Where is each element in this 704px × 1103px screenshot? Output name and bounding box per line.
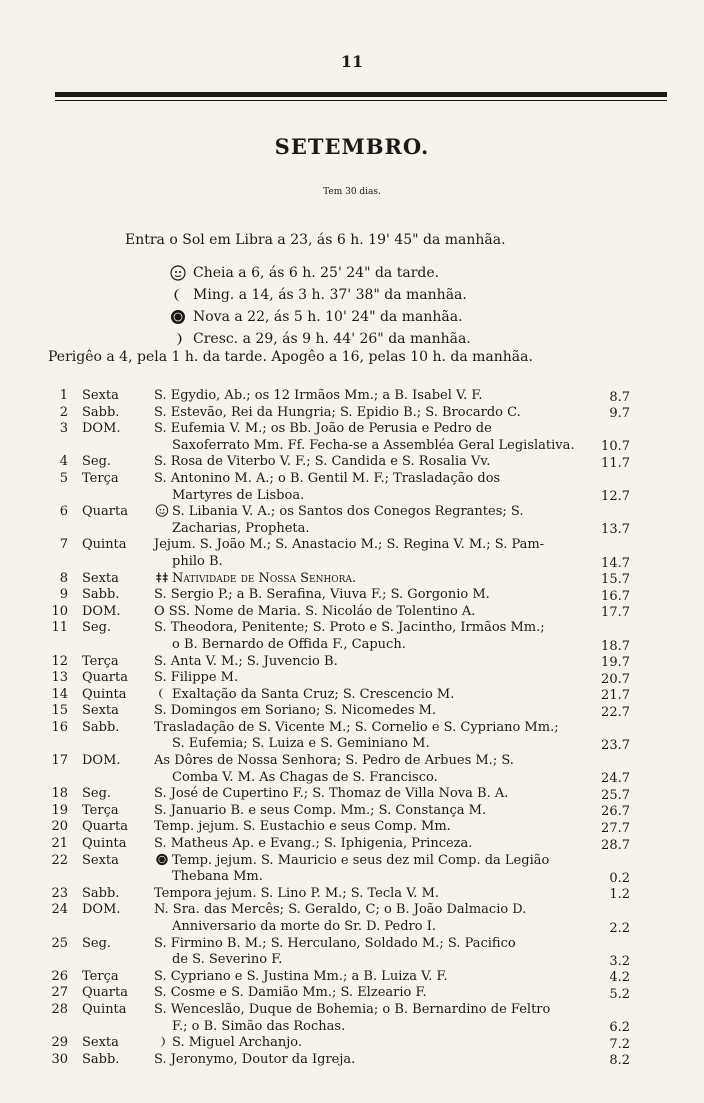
moon-age-value: 24.7 xyxy=(601,771,630,787)
day-number: 21 xyxy=(51,836,68,852)
day-number: 20 xyxy=(51,819,68,835)
entry-text-line: S. Cosme e S. Damião Mm.; S. Elzeario F. xyxy=(154,985,427,1001)
entry-text-line: S. Antonino M. A.; o B. Gentil M. F.; Trasladação dos xyxy=(154,470,501,486)
weekday: Sexta xyxy=(82,1035,119,1051)
day-number: 28 xyxy=(51,1001,68,1017)
calendar-entry xyxy=(0,703,704,720)
weekday: Sabb. xyxy=(82,1051,120,1067)
moon-age-value: 0.2 xyxy=(609,870,630,886)
weekday: DOM. xyxy=(82,603,121,619)
sun-entry: Entra o Sol em Libra a 23, ás 6 h. 19' 45" da manhãa. xyxy=(125,232,506,248)
day-number: 3 xyxy=(59,421,68,437)
entry-text-line: Temp. jejum. S. Mauricio e seus dez mil Comp. da Legião xyxy=(172,852,550,868)
moon-age-value: 5.2 xyxy=(609,986,630,1002)
moon-age-value: 9.7 xyxy=(609,406,630,422)
weekday: Sabb. xyxy=(82,719,120,735)
moon-age-value: 23.7 xyxy=(601,738,630,754)
moon-phase-text: Nova a 22, ás 5 h. 10' 24" da manhãa. xyxy=(193,309,463,325)
full-moon-icon xyxy=(170,265,186,281)
weekday: DOM. xyxy=(82,421,121,437)
page-number: 11 xyxy=(340,52,364,71)
moon-age-value: 4.2 xyxy=(609,970,630,986)
last-quarter-icon xyxy=(154,687,170,700)
calendar-entry xyxy=(0,471,704,504)
calendar-entry xyxy=(0,1052,704,1069)
day-number: 8 xyxy=(59,570,68,586)
full-moon-icon xyxy=(154,504,170,517)
weekday: Sexta xyxy=(82,570,119,586)
weekday: Quarta xyxy=(82,985,128,1001)
day-number: 13 xyxy=(51,670,68,686)
day-number: 15 xyxy=(51,703,68,719)
day-number: 9 xyxy=(59,587,68,603)
moon-phases xyxy=(170,262,471,350)
weekday: Sabb. xyxy=(82,885,120,901)
calendar-entry xyxy=(0,753,704,786)
moon-phase-row xyxy=(170,284,471,306)
calendar-entry xyxy=(0,687,704,704)
weekday: Seg. xyxy=(82,620,112,636)
day-number: 1 xyxy=(59,388,68,403)
calendar-entry xyxy=(0,819,704,836)
entry-text-line: S. Eufemia; S. Luiza e S. Geminiano M. xyxy=(172,736,430,752)
new-moon-icon xyxy=(170,309,186,325)
calendar-entry xyxy=(0,670,704,687)
weekday: Seg. xyxy=(82,786,112,802)
day-number: 2 xyxy=(59,404,68,420)
entry-text-line: Temp. jejum. S. Eustachio e seus Comp. Mm. xyxy=(154,819,451,835)
calendar-entries xyxy=(0,388,704,1068)
calendar-entry xyxy=(0,853,704,886)
entry-text-line: Tempora jejum. S. Lino P. M.; S. Tecla V. M. xyxy=(154,885,440,901)
entry-text-line: S. Egydio, Ab.; os 12 Irmãos Mm.; a B. Isabel V. F. xyxy=(154,388,483,403)
moon-age-value: 11.7 xyxy=(601,455,630,471)
entry-text-line: o B. Bernardo de Offida F., Capuch. xyxy=(172,636,406,652)
moon-age-value: 12.7 xyxy=(601,489,630,505)
entry-text-line: S. Domingos em Soriano; S. Nicomedes M. xyxy=(154,703,437,719)
day-number: 23 xyxy=(51,885,68,901)
entry-text-line: S. José de Cupertino F.; S. Thomaz de Villa Nova B. A. xyxy=(154,786,509,802)
moon-age-value: 8.2 xyxy=(609,1053,630,1069)
moon-age-value: 14.7 xyxy=(601,555,630,571)
entry-text-line: N. Sra. das Mercês; S. Geraldo, C; o B. João Dalmacio D. xyxy=(154,902,527,918)
moon-age-value: 16.7 xyxy=(601,588,630,604)
weekday: Quinta xyxy=(82,686,127,702)
moon-age-value: 28.7 xyxy=(601,837,630,853)
entry-text-line: As Dôres de Nossa Senhora; S. Pedro de Arbues M.; S. xyxy=(154,753,514,769)
first-quarter-icon xyxy=(170,331,186,347)
entry-text-line: Trasladação de S. Vicente M.; S. Cornelio e S. Cypriano Mm.; xyxy=(154,719,559,735)
entry-text-line: S. Filippe M. xyxy=(154,670,239,686)
day-number: 24 xyxy=(51,902,68,918)
entry-text-line: Jejum. S. João M.; S. Anastacio M.; S. Regina V. M.; S. Pam- xyxy=(154,537,545,553)
double-cross-icon xyxy=(154,571,170,584)
entry-text-line: S. Rosa de Viterbo V. F.; S. Candida e S. Rosalia Vv. xyxy=(154,454,491,470)
weekday: Seg. xyxy=(82,454,112,470)
calendar-entry xyxy=(0,587,704,604)
calendar-entry xyxy=(0,405,704,422)
day-number: 6 xyxy=(59,504,68,520)
days-note: Tem 30 dias. xyxy=(323,187,381,197)
weekday: Sexta xyxy=(82,703,119,719)
entry-text-line: Thebana Mm. xyxy=(172,869,263,885)
day-number: 18 xyxy=(51,786,68,802)
entry-text-line: S. Miguel Archanjo. xyxy=(172,1035,302,1051)
day-number: 22 xyxy=(51,852,68,868)
weekday: Sexta xyxy=(82,388,119,403)
first-quarter-icon xyxy=(154,1035,170,1048)
moon-age-value: 21.7 xyxy=(601,688,630,704)
entry-text-line: S. Anta V. M.; S. Juvencio B. xyxy=(154,653,338,669)
entry-text-line: Comba V. M. As Chagas de S. Francisco. xyxy=(172,769,438,785)
entry-text-line: Natividade de Nossa Senhora. xyxy=(172,570,357,586)
calendar-entry xyxy=(0,836,704,853)
weekday: Terça xyxy=(82,653,119,669)
last-quarter-icon xyxy=(170,287,186,303)
entry-text-line: S. Januario B. e seus Comp. Mm.; S. Constança M. xyxy=(154,802,487,818)
moon-phase-text: Ming. a 14, ás 3 h. 37' 38" da manhãa. xyxy=(193,287,467,303)
entry-text-line: Saxoferrato Mm. Ff. Fecha-se a Assembléa Geral Legislativa. xyxy=(172,437,575,453)
day-number: 25 xyxy=(51,935,68,951)
entry-text-line: S. Matheus Ap. e Evang.; S. Iphigenia, Princeza. xyxy=(154,836,473,852)
moon-phase-text: Cheia a 6, ás 6 h. 25' 24" da tarde. xyxy=(193,265,440,281)
moon-age-value: 1.2 xyxy=(609,887,630,903)
calendar-entry xyxy=(0,620,704,653)
moon-phase-row xyxy=(170,328,471,350)
moon-age-value: 2.2 xyxy=(609,920,630,936)
day-number: 16 xyxy=(51,719,68,735)
weekday: Seg. xyxy=(82,935,112,951)
day-number: 27 xyxy=(51,985,68,1001)
moon-age-value: 25.7 xyxy=(601,787,630,803)
calendar-entry xyxy=(0,1002,704,1035)
moon-phase-row xyxy=(170,262,471,284)
moon-age-value: 15.7 xyxy=(601,572,630,588)
entry-text-line: S. Jeronymo, Doutor da Igreja. xyxy=(154,1051,356,1067)
moon-age-value: 20.7 xyxy=(601,671,630,687)
calendar-entry xyxy=(0,571,704,588)
day-number: 26 xyxy=(51,968,68,984)
calendar-entry xyxy=(0,454,704,471)
weekday: Sabb. xyxy=(82,404,120,420)
entry-text-line: S. Sergio P.; a B. Serafina, Viuva F.; S. Gorgonio M. xyxy=(154,587,490,603)
entry-text-line: S. Eufemia V. M.; os Bb. João de Perusia e Pedro de xyxy=(154,421,492,437)
calendar-entry xyxy=(0,985,704,1002)
calendar-entry xyxy=(0,786,704,803)
calendar-entry xyxy=(0,886,704,903)
entry-text-line: S. Theodora, Penitente; S. Proto e S. Jacintho, Irmãos Mm.; xyxy=(154,620,545,636)
moon-age-value: 18.7 xyxy=(601,638,630,654)
entry-text-line: S. Wenceslão, Duque de Bohemia; o B. Bernardino de Feltro xyxy=(154,1001,551,1017)
calendar-entry xyxy=(0,902,704,935)
weekday: Quarta xyxy=(82,670,128,686)
weekday: Quinta xyxy=(82,836,127,852)
moon-age-value: 22.7 xyxy=(601,704,630,720)
month-title: SETEMBRO. xyxy=(274,134,430,159)
day-number: 11 xyxy=(51,620,68,636)
entry-text-line: Martyres de Lisboa. xyxy=(172,487,305,503)
weekday: Quarta xyxy=(82,819,128,835)
calendar-entry xyxy=(0,654,704,671)
moon-age-value: 6.2 xyxy=(609,1020,630,1036)
calendar-entry xyxy=(0,537,704,570)
day-number: 12 xyxy=(51,653,68,669)
moon-age-value: 3.2 xyxy=(609,953,630,969)
moon-age-value: 17.7 xyxy=(601,605,630,621)
weekday: Terça xyxy=(82,470,119,486)
entry-text-line: de S. Severino F. xyxy=(172,952,283,968)
entry-text-line: philo B. xyxy=(172,553,223,569)
calendar-entry xyxy=(0,421,704,454)
moon-age-value: 8.7 xyxy=(609,389,630,405)
calendar-entry xyxy=(0,969,704,986)
moon-age-value: 26.7 xyxy=(601,804,630,820)
moon-age-value: 13.7 xyxy=(601,522,630,538)
new-moon-icon xyxy=(154,853,170,866)
moon-age-value: 10.7 xyxy=(601,439,630,455)
entry-text-line: S. Libania V. A.; os Santos dos Conegos Regrantes; S. xyxy=(172,504,524,520)
entry-text-line: S. Estevão, Rei da Hungria; S. Epidio B.; S. Brocardo C. xyxy=(154,404,521,420)
calendar-entry xyxy=(0,720,704,753)
day-number: 14 xyxy=(51,686,68,702)
entry-text-line: S. Cypriano e S. Justina Mm.; a B. Luiza V. F. xyxy=(154,968,448,984)
weekday: Quinta xyxy=(82,1001,127,1017)
weekday: Sexta xyxy=(82,852,119,868)
day-number: 29 xyxy=(51,1035,68,1051)
header-rule-thin xyxy=(55,100,667,101)
moon-age-value: 19.7 xyxy=(601,655,630,671)
calendar-entry xyxy=(0,1035,704,1052)
calendar-entry xyxy=(0,504,704,537)
entry-text-line: O SS. Nome de Maria. S. Nicoláo de Tolentino A. xyxy=(154,603,476,619)
weekday: Terça xyxy=(82,802,119,818)
perigee-line: Perigêo a 4, pela 1 h. da tarde. Apogêo a 16, pelas 10 h. da manhãa. xyxy=(48,349,533,365)
entry-text-line: F.; o B. Simão das Rochas. xyxy=(172,1018,346,1034)
calendar-entry xyxy=(0,936,704,969)
weekday: Quarta xyxy=(82,504,128,520)
day-number: 10 xyxy=(51,603,68,619)
day-number: 17 xyxy=(51,753,68,769)
weekday: Sabb. xyxy=(82,587,120,603)
moon-age-value: 27.7 xyxy=(601,821,630,837)
calendar-entry xyxy=(0,604,704,621)
entry-text-line: S. Firmino B. M.; S. Herculano, Soldado M.; S. Pacifico xyxy=(154,935,516,951)
day-number: 19 xyxy=(51,802,68,818)
calendar-entry xyxy=(0,388,704,405)
weekday: DOM. xyxy=(82,902,121,918)
moon-age-value: 7.2 xyxy=(609,1036,630,1052)
day-number: 4 xyxy=(59,454,68,470)
entry-text-line: Anniversario da morte do Sr. D. Pedro I. xyxy=(172,919,436,934)
weekday: Quinta xyxy=(82,537,127,553)
header-rule xyxy=(55,92,667,97)
entry-text-line: Zacharias, Propheta. xyxy=(172,520,310,536)
day-number: 5 xyxy=(59,470,68,486)
day-number: 7 xyxy=(59,537,68,553)
weekday: DOM. xyxy=(82,753,121,769)
weekday: Terça xyxy=(82,968,119,984)
entry-text-line: Exaltação da Santa Cruz; S. Crescencio M. xyxy=(172,686,455,702)
moon-phase-text: Cresc. a 29, ás 9 h. 44' 26" da manhãa. xyxy=(193,331,471,347)
day-number: 30 xyxy=(51,1051,68,1067)
calendar-entry xyxy=(0,803,704,820)
moon-phase-row xyxy=(170,306,471,328)
